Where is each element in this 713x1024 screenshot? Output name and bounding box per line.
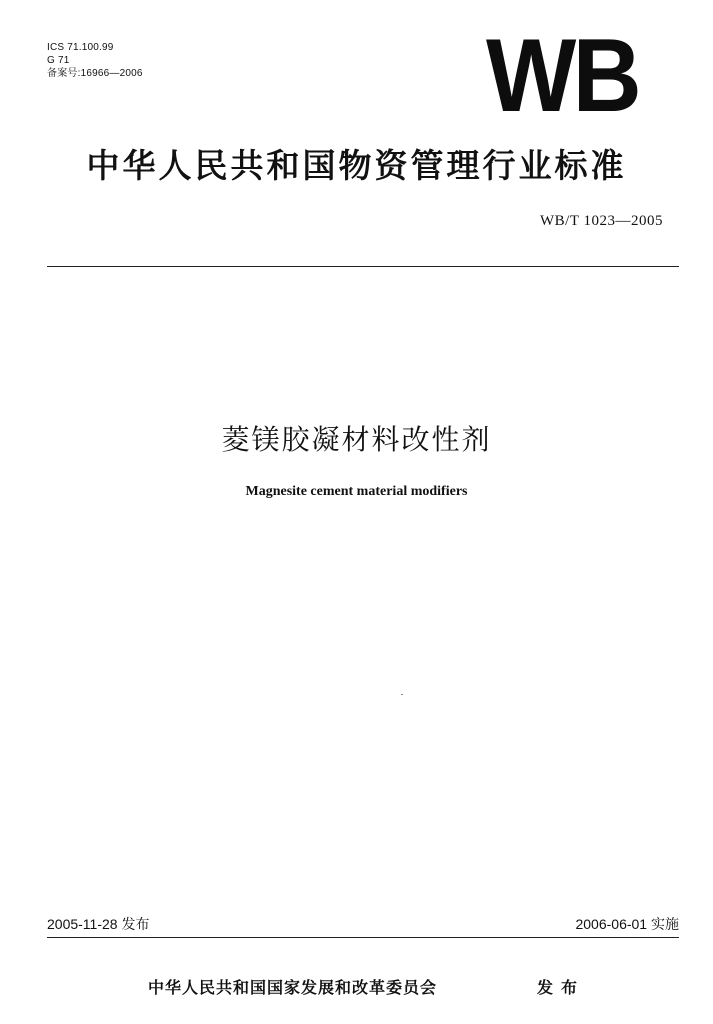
issuing-authority: 中华人民共和国国家发展和改革委员会: [148, 978, 438, 997]
standard-code: WB/T 1023—2005: [540, 213, 663, 229]
ccs-code: G 71: [47, 55, 70, 66]
filing-number: 备案号:16966—2006: [47, 68, 143, 79]
issuing-action: 发布: [537, 978, 586, 997]
classification-block: [47, 41, 143, 80]
standard-category-title: 中华人民共和国物资管理行业标准: [86, 146, 627, 185]
scan-speck: [401, 694, 403, 695]
document-title-chinese: 菱镁胶凝材料改性剂: [221, 423, 492, 456]
footer-divider: [47, 937, 679, 938]
effective-date: 2006-06-01 实施: [575, 916, 679, 932]
wb-logo: WB: [486, 18, 639, 134]
ics-code: ICS 71.100.99: [47, 42, 114, 53]
issue-date: 2005-11-28 发布: [47, 916, 150, 932]
header-divider: [47, 266, 679, 267]
document-title-english: Magnesite cement material modifiers: [245, 484, 468, 499]
